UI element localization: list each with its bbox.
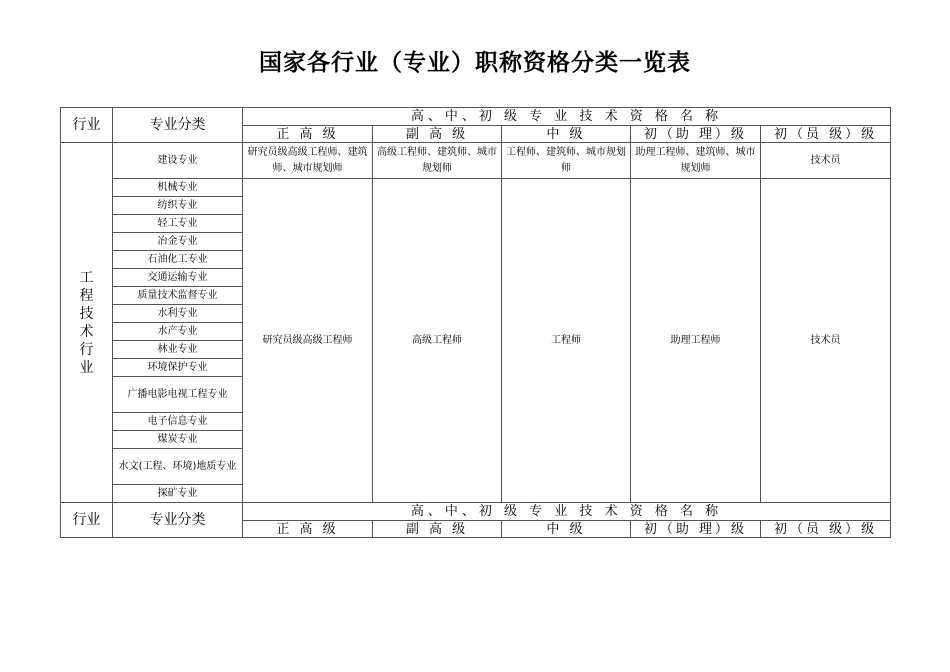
header-group: 高、中、初 级 专 业 技 术 资 格 名 称 xyxy=(243,108,891,126)
title-cell: 研究员级高级工程师、建筑师、城市规划师 xyxy=(243,143,373,179)
footer-level: 正 高 级 xyxy=(243,521,373,538)
specialty-cell: 环境保护专业 xyxy=(113,359,243,377)
specialty-cell: 水产专业 xyxy=(113,323,243,341)
specialty-cell: 建设专业 xyxy=(113,143,243,179)
header-level: 初（员 级）级 xyxy=(761,126,891,143)
shared-title-cell: 工程师 xyxy=(502,179,631,503)
footer-group: 高、中、初 级 专 业 技 术 资 格 名 称 xyxy=(243,503,891,521)
header-specialty: 专业分类 xyxy=(113,108,243,143)
page-title: 国家各行业（专业）职称资格分类一览表 xyxy=(259,49,691,76)
shared-title-cell: 研究员级高级工程师 xyxy=(243,179,373,503)
specialty-cell: 林业专业 xyxy=(113,341,243,359)
specialty-cell: 水文(工程、环境)地质专业 xyxy=(113,449,243,485)
footer-level: 初（助 理）级 xyxy=(631,521,761,538)
specialty-cell: 冶金专业 xyxy=(113,233,243,251)
shared-title-cell: 助理工程师 xyxy=(631,179,761,503)
shared-title-cell: 技术员 xyxy=(761,179,891,503)
specialty-cell: 轻工专业 xyxy=(113,215,243,233)
title-cell: 助理工程师、建筑师、城市规划师 xyxy=(631,143,761,179)
title-cell: 高级工程师、建筑师、城市规划师 xyxy=(373,143,502,179)
header-industry: 行业 xyxy=(61,108,113,143)
industry-label: 工程技术行业 xyxy=(79,269,94,376)
header-level: 初（助 理）级 xyxy=(631,126,761,143)
specialty-cell: 探矿专业 xyxy=(113,485,243,503)
qualification-table xyxy=(60,107,891,538)
specialty-cell: 广播电影电视工程专业 xyxy=(113,377,243,413)
specialty-cell: 水利专业 xyxy=(113,305,243,323)
specialty-cell: 质量技术监督专业 xyxy=(113,287,243,305)
specialty-cell: 煤炭专业 xyxy=(113,431,243,449)
footer-level: 副 高 级 xyxy=(373,521,502,538)
industry-cell xyxy=(61,143,113,503)
specialty-cell: 石油化工专业 xyxy=(113,251,243,269)
footer-industry: 行业 xyxy=(61,503,113,538)
header-level: 副 高 级 xyxy=(373,126,502,143)
header-level: 正 高 级 xyxy=(243,126,373,143)
footer-level: 初（员 级）级 xyxy=(761,521,891,538)
specialty-cell: 纺织专业 xyxy=(113,197,243,215)
specialty-cell: 机械专业 xyxy=(113,179,243,197)
footer-specialty: 专业分类 xyxy=(113,503,243,538)
footer-level: 中 级 xyxy=(502,521,631,538)
title-cell: 技术员 xyxy=(761,143,891,179)
header-level: 中 级 xyxy=(502,126,631,143)
shared-title-cell: 高级工程师 xyxy=(373,179,502,503)
specialty-cell: 交通运输专业 xyxy=(113,269,243,287)
specialty-cell: 电子信息专业 xyxy=(113,413,243,431)
title-cell: 工程师、建筑师、城市规划师 xyxy=(502,143,631,179)
